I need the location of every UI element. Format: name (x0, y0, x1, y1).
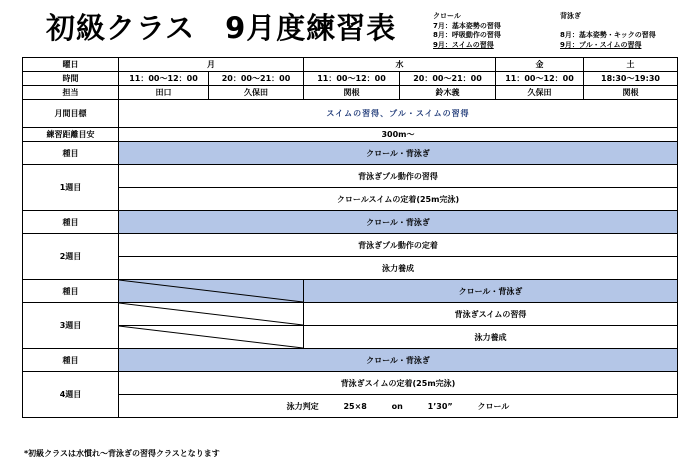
week1-line2: クロールスイムの定着(25m完泳) (119, 188, 678, 211)
time-cell: 20：00～21：00 (209, 72, 304, 86)
item-label: 種目 (23, 211, 119, 234)
cross-out-line (119, 280, 303, 302)
footnote: *初級クラスは水慣れ～背泳ぎの習得クラスとなります (24, 449, 220, 458)
cross-out-line (119, 303, 303, 325)
item-label: 種目 (23, 349, 119, 372)
coach-cell: 関根 (304, 86, 400, 100)
week3-closed-slot (119, 326, 304, 349)
page-title: 初級クラス 9月度練習表 (46, 11, 397, 45)
swim-test-label: 泳力判定 (286, 401, 319, 411)
week4-line1: 背泳ぎスイムの定着(25m完泳) (119, 372, 678, 395)
schedule-table (22, 57, 678, 418)
monthly-goal-label: 月間目標 (23, 100, 119, 128)
note-line: クロール (433, 12, 461, 20)
week4-label: 4週目 (23, 372, 119, 418)
day-wednesday: 水 (304, 58, 496, 72)
time-cell: 20：00～21：00 (400, 72, 496, 86)
backstroke-notes (560, 12, 656, 50)
swim-test-on: on (391, 401, 403, 411)
time-cell: 11：00～12：00 (119, 72, 209, 86)
note-line: 背泳ぎ (560, 12, 581, 20)
week2-line1: 背泳ぎプル動作の定着 (119, 234, 678, 257)
distance-label: 練習距離目安 (23, 128, 119, 142)
day-friday: 金 (496, 58, 584, 72)
time-cell: 11：00～12：00 (304, 72, 400, 86)
week3-closed-slot (119, 303, 304, 326)
week4-item: クロール・背泳ぎ (119, 349, 678, 372)
coach-cell: 久保田 (496, 86, 584, 100)
coach-cell: 田口 (119, 86, 209, 100)
day-monday: 月 (119, 58, 304, 72)
coach-cell: 鈴木義 (400, 86, 496, 100)
week3-line2: 泳力養成 (304, 326, 678, 349)
note-line: 8月：呼吸動作の習得 (433, 31, 501, 40)
swim-test-time: 1’30” (427, 401, 453, 411)
item-label: 種目 (23, 142, 119, 165)
coach-label: 担当 (23, 86, 119, 100)
note-line (560, 22, 656, 32)
week1-label: 1週目 (23, 165, 119, 211)
week3-item: クロール・背泳ぎ (304, 280, 678, 303)
week2-line2: 泳力養成 (119, 257, 678, 280)
week1-item: クロール・背泳ぎ (119, 142, 678, 165)
swim-test-stroke: クロール (477, 401, 510, 411)
coach-cell: 関根 (584, 86, 678, 100)
time-cell: 11：00～12：00 (496, 72, 584, 86)
week3-closed-slot (119, 280, 304, 303)
week3-label: 3週目 (23, 303, 119, 349)
crawl-notes (433, 12, 501, 50)
monthly-goal: スイムの習得、プル・スイムの習得 (119, 100, 678, 128)
swim-test-row (119, 395, 678, 418)
time-label: 時間 (23, 72, 119, 86)
swim-test-set: 25×8 (343, 401, 367, 411)
time-cell: 18:30～19:30 (584, 72, 678, 86)
week2-item: クロール・背泳ぎ (119, 211, 678, 234)
week2-label: 2週目 (23, 234, 119, 280)
week1-line1: 背泳ぎプル動作の習得 (119, 165, 678, 188)
note-line: 7月：基本姿勢の習得 (433, 21, 501, 30)
day-saturday: 土 (584, 58, 678, 72)
cross-out-line (119, 326, 303, 348)
note-line: 8月：基本姿勢・キックの習得 (560, 31, 656, 40)
coach-cell: 久保田 (209, 86, 304, 100)
note-line: 9月：プル・スイムの習得 (560, 40, 642, 49)
distance-value: 300m～ (119, 128, 678, 142)
note-line: 9月：スイムの習得 (433, 40, 494, 49)
day-label: 曜日 (23, 58, 119, 72)
week3-line1: 背泳ぎスイムの習得 (304, 303, 678, 326)
item-label: 種目 (23, 280, 119, 303)
